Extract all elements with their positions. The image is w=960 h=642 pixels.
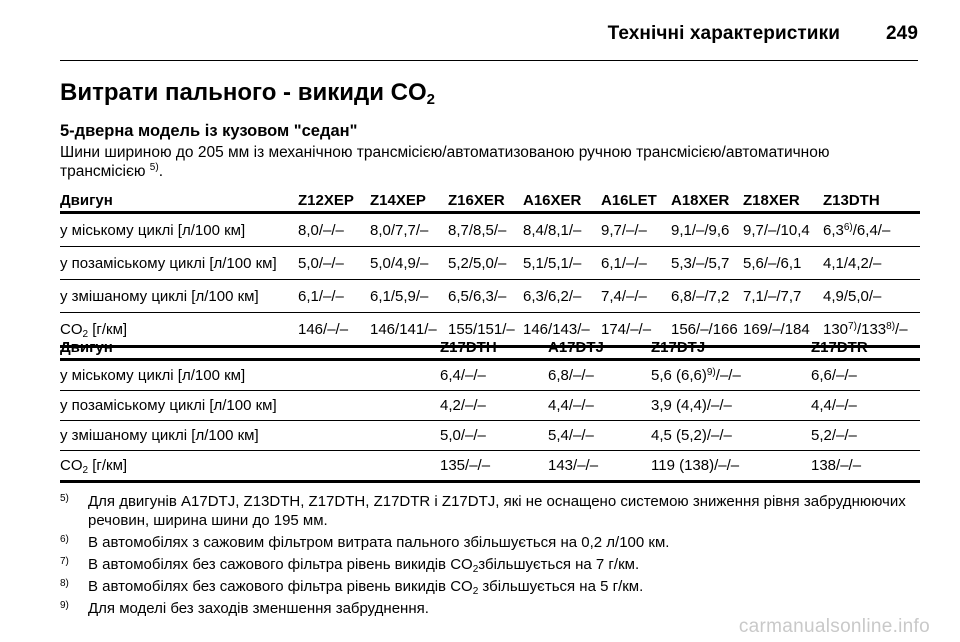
intro-end: . (158, 163, 164, 180)
co2-subscript: 2 (82, 465, 89, 476)
table-cell: 156/–/166 (671, 313, 743, 347)
section-title-subscript: 2 (426, 91, 435, 108)
footnote-text: Для моделі без заходів зменшення забруднення. (88, 600, 429, 617)
footnote-text-pre: В автомобілях без сажового фільтра рівень викидів CO (88, 578, 473, 595)
cell-value: 6,3 (823, 221, 844, 239)
table-cell: 8,4/8,1/– (523, 221, 582, 239)
table-row (60, 360, 920, 391)
table-cell (651, 360, 811, 391)
row-label: у змішаному циклі [л/100 км] (60, 421, 440, 451)
table-cell: 174/–/– (601, 313, 671, 347)
footnote (60, 577, 920, 596)
footnote-text: Для двигунів A17DTJ, Z13DTH, Z17DTH, Z17DTR і Z17DTJ, які не оснащено системою зниження рівня забруднюючих речовин, ширина шини до 195 мм. (88, 493, 906, 529)
table-row (60, 247, 920, 280)
table-cell: 6,3/6,2/– (523, 280, 601, 313)
table-cell: 5,1/5,1/– (523, 247, 601, 280)
table-cell (823, 213, 920, 247)
row-label: у позаміському циклі [л/100 км] (60, 391, 440, 421)
table-cell: 6,8/–/– (548, 367, 594, 384)
table-cell: 155/151/– (448, 313, 523, 347)
section-title-text: Витрати пального - викиди CO (60, 79, 427, 106)
table-cell: 6,5/6,3/– (448, 280, 523, 313)
row-label: у змішаному циклі [л/100 км] (60, 280, 298, 313)
table-cell: 6,4/–/– (440, 367, 486, 384)
intro-footnote-ref: 5) (149, 162, 159, 173)
cell-value-tail: /– (895, 320, 908, 338)
co2-subscript: 2 (82, 328, 89, 340)
table-cell: 4,4/–/– (811, 391, 920, 421)
footnote-mark: 8) (60, 578, 69, 589)
table-row (60, 213, 920, 247)
table-cell: 6,8/–/7,2 (671, 280, 743, 313)
table-cell: 8,7/8,5/– (448, 221, 507, 239)
consumption-table-2 (60, 332, 920, 483)
table-cell: 4,2/–/– (440, 391, 548, 421)
table-cell: 8,0/7,7/– (370, 221, 429, 239)
footnote-text-post: збільшується на 7 г/км. (478, 556, 640, 573)
table-cell: 143/–/– (548, 451, 651, 482)
footnote-ref: 9) (706, 367, 716, 378)
table-cell: 5,0/–/– (440, 421, 548, 451)
footnote-subscript: 2 (472, 564, 479, 575)
table-cell: 119 (138)/–/– (651, 451, 811, 482)
table-cell: 5,0/–/– (298, 247, 370, 280)
co2-unit: [г/км] (88, 457, 128, 474)
header-engine: Двигун (60, 183, 298, 213)
table-cell: 9,7/–/– (601, 221, 647, 239)
table-cell: 9,1/–/9,6 (671, 221, 730, 239)
cell-value-mid: /133 (856, 320, 887, 338)
table-cell: 5,6/–/6,1 (743, 247, 823, 280)
footnote-mark: 5) (60, 493, 69, 504)
table-cell: 4,5 (5,2)/–/– (651, 421, 811, 451)
table-cell: 138/–/– (811, 451, 920, 482)
table-row (60, 280, 920, 313)
cell-value-tail: /6,4/– (852, 221, 891, 239)
table-row-co2 (60, 451, 920, 482)
table-cell: 5,2/5,0/– (448, 247, 523, 280)
table-cell: 5,0/4,9/– (370, 247, 448, 280)
table-cell: 146/143/– (523, 313, 601, 347)
column-header: A16LET (601, 183, 671, 213)
footnote-text: В автомобілях з сажовим фільтром витрата пального збільшується на 0,2 л/100 км. (88, 534, 670, 551)
footnote-mark: 9) (60, 600, 69, 611)
table-cell: 6,1/–/– (298, 280, 370, 313)
subheading: 5-дверна модель із кузовом "седан" (60, 122, 358, 140)
table-row (60, 391, 920, 421)
table-cell: 169/–/184 (743, 313, 823, 347)
column-header: Z18XER (743, 183, 823, 213)
table-cell: 3,9 (4,4)/–/– (651, 391, 811, 421)
table-cell: 146/–/– (298, 313, 370, 347)
page-number: 249 (885, 23, 918, 44)
column-header: A18XER (671, 183, 743, 213)
column-header: Z17DTR (811, 332, 920, 360)
row-label: у міському циклі [л/100 км] (60, 221, 246, 239)
intro-body: Шини шириною до 205 мм із механічною трансмісією/автоматизованою ручною трансмісією/автоматичною трансмісією (60, 144, 830, 180)
column-header: Z14XEP (370, 183, 448, 213)
footnote-mark: 7) (60, 556, 69, 567)
table-cell: 7,4/–/– (601, 280, 671, 313)
table-cell: 5,4/–/– (548, 421, 651, 451)
footnote-text (88, 577, 920, 596)
row-label: у міському циклі [л/100 км] (60, 367, 246, 384)
column-header: Z17DTJ (651, 332, 811, 360)
page-header (60, 14, 918, 54)
cell-value-tail: /–/– (715, 367, 741, 384)
header-engine: Двигун (60, 332, 440, 360)
column-header: A17DTJ (548, 332, 651, 360)
column-header: Z13DTH (823, 183, 920, 213)
column-header: A16XER (523, 183, 601, 213)
header-title: Технічні характеристики (607, 23, 840, 44)
cell-value: 5,6 (6,6) (651, 367, 707, 384)
table-cell: 146/141/– (370, 313, 448, 347)
table-cell: 4,1/4,2/– (823, 247, 920, 280)
co2-label: CO (60, 457, 83, 474)
co2-label: CO (60, 320, 83, 338)
co2-unit: [г/км] (88, 320, 128, 338)
footnote-text-pre: В автомобілях без сажового фільтра рівень викидів CO (88, 556, 473, 573)
consumption-table-1 (60, 183, 920, 348)
section-title (60, 79, 435, 107)
table-cell: 5,2/–/– (811, 421, 920, 451)
table-cell: 6,1/–/– (601, 247, 671, 280)
row-label (60, 451, 440, 482)
table-cell: 7,1/–/7,7 (743, 280, 823, 313)
table-cell: 4,9/5,0/– (823, 280, 920, 313)
table-cell: 5,3/–/5,7 (671, 247, 743, 280)
footnotes (60, 492, 920, 621)
table-header-row (60, 332, 920, 360)
table-header-row (60, 183, 920, 213)
footnote (60, 533, 920, 552)
table-cell: 9,7/–/10,4 (743, 221, 810, 239)
table-row (60, 421, 920, 451)
table-cell: 4,4/–/– (548, 391, 651, 421)
footnote-ref: 6) (843, 221, 853, 233)
footnote-subscript: 2 (472, 586, 479, 597)
footnote (60, 555, 920, 574)
intro-text (60, 143, 890, 181)
footnote-text (88, 555, 920, 574)
footnote-mark: 6) (60, 534, 69, 545)
table-cell: 6,6/–/– (811, 367, 857, 384)
column-header: Z17DTH (440, 332, 548, 360)
table-cell: 8,0/–/– (298, 221, 344, 239)
column-header: Z16XER (448, 183, 523, 213)
footnote-text-post: збільшується на 5 г/км. (478, 578, 644, 595)
footnote-ref: 8) (886, 320, 896, 332)
cell-value: 130 (823, 320, 849, 338)
header-rule (60, 60, 918, 61)
row-label: у позаміському циклі [л/100 км] (60, 247, 298, 280)
footnote (60, 492, 920, 530)
footnote-ref: 7) (848, 320, 857, 332)
table-cell: 135/–/– (440, 451, 548, 482)
column-header: Z12XEP (298, 183, 370, 213)
watermark: carmanualsonline.info (738, 616, 930, 637)
table-cell: 6,1/5,9/– (370, 280, 448, 313)
